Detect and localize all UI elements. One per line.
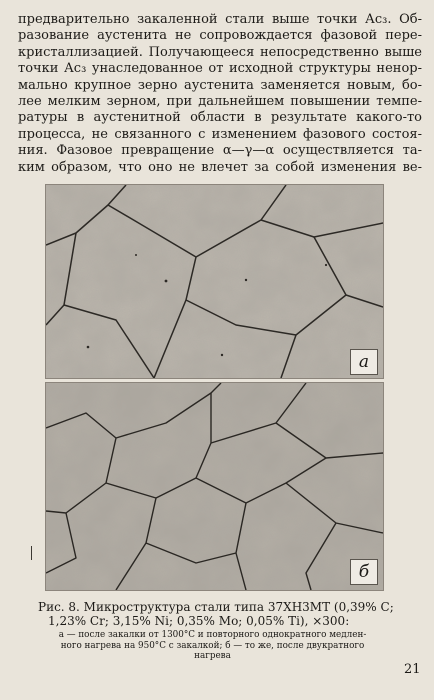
micrograph-b-image <box>46 383 383 590</box>
caption-legend-line: нагрева <box>194 651 231 661</box>
caption-legend-line: ного нагрева на 950°С с закалкой; б — то же, после двукратного <box>60 640 365 651</box>
micrograph-figure <box>45 184 382 594</box>
text-line: точки Ас₃ унаследованное от исходной структуры ненор- <box>18 61 422 77</box>
figure-caption <box>38 600 394 628</box>
caption-legend-line: а — после закалки от 1300°С и повторного однократного медлен- <box>58 630 367 640</box>
figure-caption-legend <box>40 630 385 662</box>
text-line: кристаллизацией. Получающееся непосредственно выше <box>18 44 422 60</box>
text-line: лее мелким зерном, при дальнейшем повышении темпе- <box>18 94 422 110</box>
micrograph-panel-b <box>45 382 384 591</box>
page-number: 21 <box>404 662 421 677</box>
text-line: предварительно закаленной стали выше точки Ас₃. Об- <box>18 12 422 27</box>
body-paragraph <box>18 12 422 176</box>
panel-label-b <box>350 559 378 585</box>
text-line: ратуры в аустенитной области в результате какого-то <box>18 110 422 126</box>
text-line: мально крупное зерно аустенита заменяется новым, бо- <box>18 77 422 93</box>
panel-label-a-text: а <box>358 351 370 372</box>
micrograph-a-image <box>46 185 383 378</box>
text-line: ким образом, что оно не влечет за собой изменения ве- <box>18 159 422 175</box>
caption-line: Рис. 8. Микроструктура стали типа 37ХН3МТ (0,39% С; <box>38 600 394 614</box>
text-line: разование аустенита не сопровождается фазовой пере- <box>18 28 422 44</box>
text-line: процесса, не связанного с изменением фазового состоя- <box>18 126 422 142</box>
panel-label-a <box>350 349 378 375</box>
margin-mark <box>31 546 32 560</box>
caption-line: 1,23% Cr; 3,15% Ni; 0,35% Mo; 0,05% Ti), ×300: <box>48 614 350 628</box>
panel-label-b-text: б <box>358 561 370 582</box>
text-line: ния. Фазовое превращение α—γ—α осуществляется та- <box>18 143 422 159</box>
micrograph-panel-a <box>45 184 384 379</box>
